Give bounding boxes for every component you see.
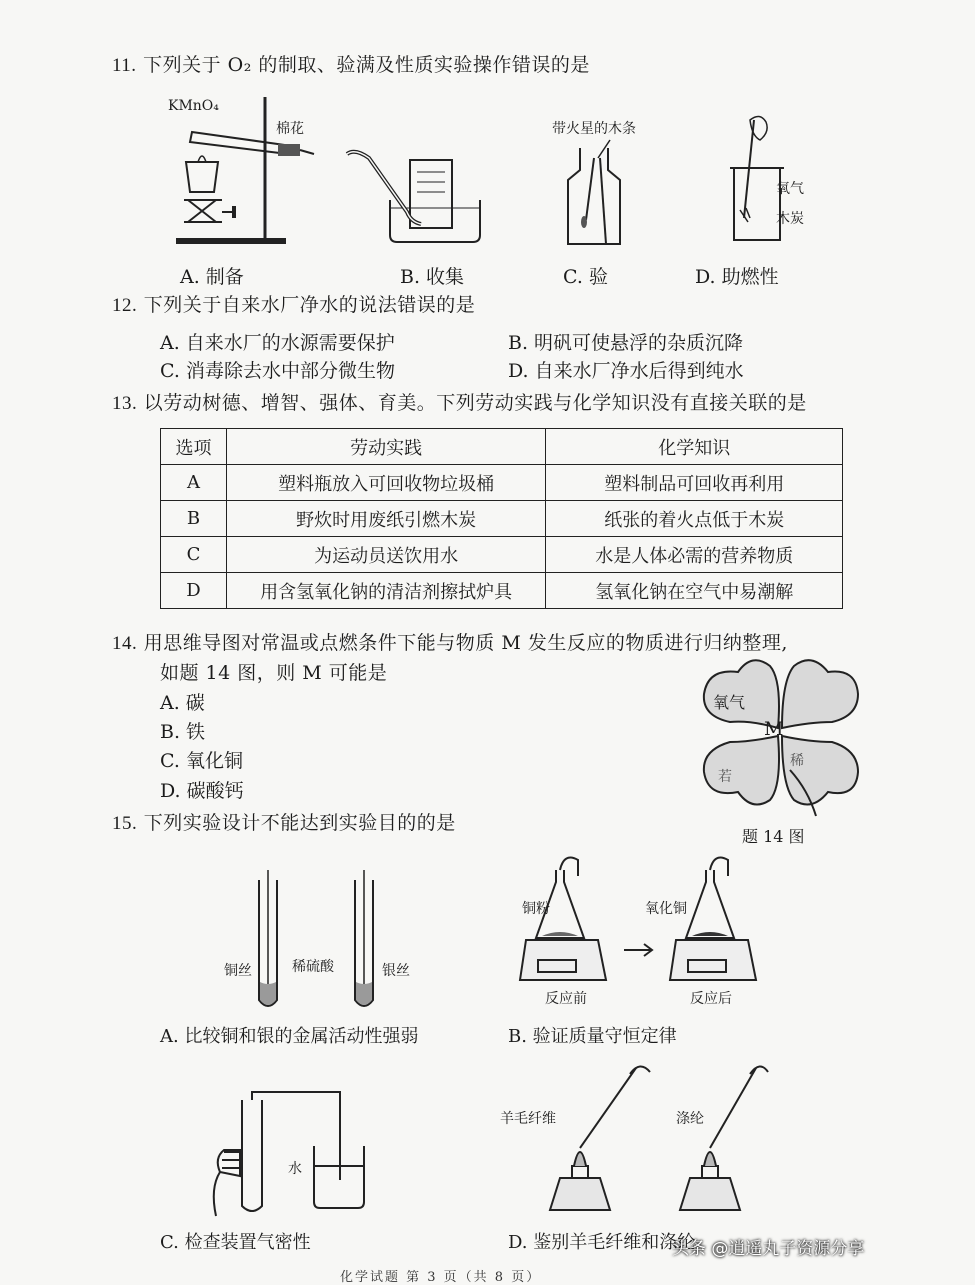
table-cell: C: [161, 537, 227, 573]
table-cell: 塑料制品可回收再利用: [546, 465, 843, 501]
q14-option-c: C. 氧化铜: [160, 750, 243, 772]
q15-after-label: 反应后: [690, 991, 732, 1007]
q11-oxygen-label: 氧气: [776, 181, 804, 197]
q12-option-b: B. 明矾可使悬浮的杂质沉降: [508, 332, 744, 354]
q15-number: 15.: [112, 813, 138, 834]
q13-table: [160, 428, 843, 609]
q15-option-c: C. 检查装置气密性: [160, 1232, 311, 1253]
table-cell: A: [161, 465, 227, 501]
table-row: [161, 501, 843, 537]
page-footer: 化学试题 第 3 页（共 8 页）: [340, 1270, 542, 1285]
q14-caption: 题 14 图: [742, 827, 805, 846]
q15-option-a: A. 比较铜和银的金属活动性强弱: [160, 1026, 419, 1047]
q11-kmno4-label: KMnO₄: [168, 98, 219, 114]
table-cell: 水是人体必需的营养物质: [546, 537, 843, 573]
table-header: 选项: [161, 429, 227, 465]
q12-option-d: D. 自来水厂净水后得到纯水: [508, 360, 744, 382]
q15-figure-c: [210, 1088, 370, 1218]
q15-figure-d: [540, 1060, 770, 1220]
table-header: 劳动实践: [226, 429, 546, 465]
table-header: 化学知识: [546, 429, 843, 465]
q11-charcoal-label: 木炭: [776, 211, 804, 227]
q14-text-1: 用思维导图对常温或点燃条件下能与物质 M 发生反应的物质进行归纳整理,: [143, 632, 788, 654]
table-header-row: [161, 429, 843, 465]
q15-figure-a: [255, 870, 385, 1015]
q15-before-label: 反应前: [545, 991, 587, 1007]
q14-option-b: B. 铁: [160, 721, 206, 743]
q14-stem-line1: [112, 628, 788, 655]
q15-text: 下列实验设计不能达到实验目的的是: [143, 812, 456, 834]
q14-number: 14.: [112, 633, 138, 654]
q15-copper-powder-label: 铜粉: [522, 901, 550, 917]
table-cell: 塑料瓶放入可回收物垃圾桶: [226, 465, 546, 501]
q15-silver-wire-label: 银丝: [382, 963, 410, 979]
q11-stem: [112, 50, 590, 77]
q12-text: 下列关于自来水厂净水的说法错误的是: [143, 294, 476, 316]
q14-option-d: D. 碳酸钙: [160, 780, 244, 802]
q11-number: 11.: [112, 55, 137, 76]
q15-water-label: 水: [288, 1161, 302, 1177]
q14-leaf-dilute: 稀: [790, 753, 804, 769]
q15-copper-wire-label: 铜丝: [224, 963, 252, 979]
q13-stem: [112, 388, 807, 415]
q12-option-a: A. 自来水厂的水源需要保护: [160, 332, 395, 354]
q14-option-a: A. 碳: [160, 692, 205, 714]
q11-figure-c: [560, 140, 630, 250]
q14-stem-line2: 如题 14 图，则 M 可能是: [160, 662, 388, 684]
q11-text: 下列关于 O₂ 的制取、验满及性质实验操作错误的是: [143, 54, 590, 76]
q11-option-a: A. 制备: [180, 266, 244, 288]
q11-figure-b: [345, 140, 485, 250]
table-cell: 氢氧化钠在空气中易潮解: [546, 573, 843, 609]
q11-option-c: C. 验: [563, 266, 608, 288]
q15-figure-b: [520, 852, 760, 982]
q15-stem: [112, 808, 456, 835]
table-cell: 为运动员送饮用水: [226, 537, 546, 573]
q12-stem: [112, 290, 475, 317]
q14-leaf-oxygen: 氧气: [713, 693, 746, 712]
q15-nylon-label: 涤纶: [676, 1111, 704, 1127]
table-row: [161, 465, 843, 501]
q13-number: 13.: [112, 393, 138, 414]
q15-dilute-acid-label: 稀硫酸: [292, 959, 334, 975]
table-cell: 野炊时用废纸引燃木炭: [226, 501, 546, 537]
q13-text: 以劳动树德、增智、强体、育美。下列劳动实践与化学知识没有直接关联的是: [143, 392, 807, 414]
table-cell: 纸张的着火点低于木炭: [546, 501, 843, 537]
q12-number: 12.: [112, 295, 138, 316]
table-cell: B: [161, 501, 227, 537]
q12-option-c: C. 消毒除去水中部分微生物: [160, 360, 395, 382]
q15-copper-oxide-label: 氧化铜: [645, 901, 687, 917]
table-cell: 用含氢氧化钠的清洁剂擦拭炉具: [226, 573, 546, 609]
q11-figure-a: [168, 92, 318, 252]
q15-option-d: D. 鉴别羊毛纤维和涤纶: [508, 1232, 696, 1253]
q11-option-d: D. 助燃性: [695, 266, 779, 288]
table-row: [161, 537, 843, 573]
watermark: 头条 @逍遥丸子资源分享: [672, 1239, 865, 1259]
q14-leaf-partial: 若: [718, 769, 732, 785]
table-row: [161, 573, 843, 609]
table-cell: D: [161, 573, 227, 609]
q11-option-b: B. 收集: [400, 266, 465, 288]
q11-cotton-label: 棉花: [276, 121, 304, 137]
q15-wool-label: 羊毛纤维: [500, 1111, 556, 1127]
q14-center-m: M: [764, 718, 784, 740]
q11-splint-label: 带火星的木条: [552, 121, 636, 137]
q15-option-b: B. 验证质量守恒定律: [508, 1026, 677, 1047]
